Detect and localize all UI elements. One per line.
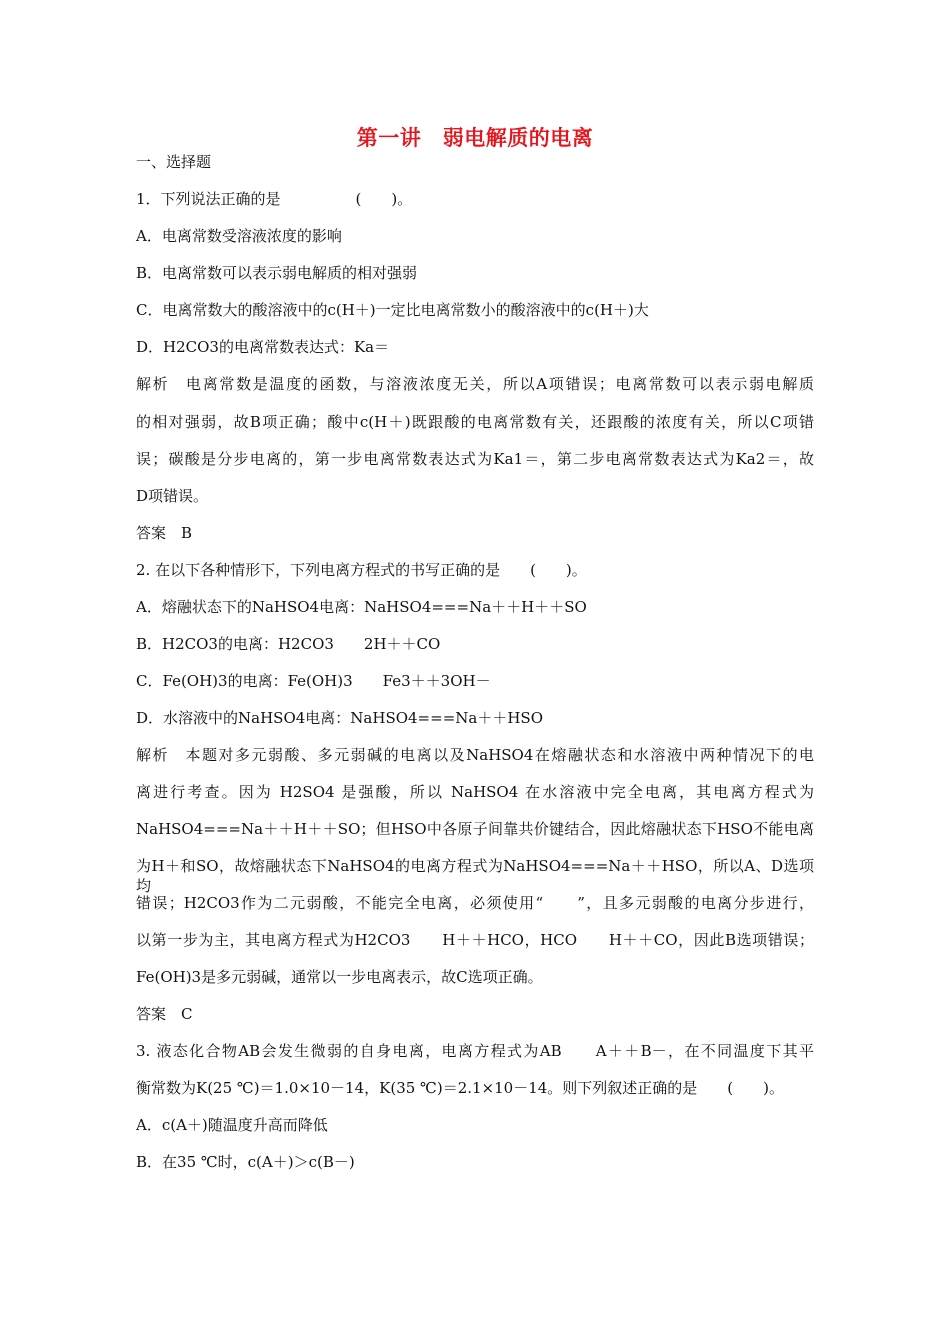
- text-line: 离进行考查。因为 H2SO4 是强酸，所以 NaHSO4 在水溶液中完全电离，其电离方程式为: [136, 783, 814, 801]
- text-line: C．Fe(OH)3的电离：Fe(OH)3 Fe3＋＋3OH－: [136, 672, 491, 690]
- text-line: 的相对强弱，故B项正确；酸中c(H＋)既跟酸的电离常数有关，还跟酸的浓度有关，所以C项错: [136, 413, 814, 431]
- text-line: Fe(OH)3是多元弱碱，通常以一步电离表示，故C选项正确。: [136, 968, 543, 986]
- text-line: 一、选择题: [136, 153, 212, 171]
- text-line: 3. 液态化合物AB会发生微弱的自身电离，电离方程式为AB A＋＋B－，在不同温度下其平: [136, 1042, 814, 1060]
- text-line: 衡常数为K(25 ℃)＝1.0×10－14，K(35 ℃)＝2.1×10－14。则下列叙述正确的是 ( )。: [136, 1079, 784, 1097]
- text-line: A．c(A＋)随温度升高而降低: [136, 1116, 328, 1134]
- text-line: NaHSO4===Na＋＋H＋＋SO；但HSO中各原子间靠共价键结合，因此熔融状态下HSO不能电离: [136, 820, 814, 838]
- text-line: D．水溶液中的NaHSO4电离：NaHSO4===Na＋＋HSO: [136, 709, 543, 727]
- text-line: B．电离常数可以表示弱电解质的相对强弱: [136, 264, 418, 282]
- text-line: 误；碳酸是分步电离的，第一步电离常数表达式为Ka1＝，第二步电离常数表达式为Ka2＝，故: [136, 450, 814, 468]
- text-line: 解析 电离常数是温度的函数，与溶液浓度无关，所以A项错误；电离常数可以表示弱电解质: [136, 375, 814, 393]
- text-line: A．电离常数受溶液浓度的影响: [136, 227, 342, 245]
- text-line: 以第一步为主，其电离方程式为H2CO3 H＋＋HCO，HCO H＋＋CO，因此B选项错误；: [136, 931, 814, 949]
- text-line: D项错误。: [136, 487, 209, 505]
- text-line: 错误；H2CO3作为二元弱酸，不能完全电离，必须使用“ ”，且多元弱酸的电离分步进行，: [136, 894, 814, 912]
- text-line: B．在35 ℃时，c(A＋)＞c(B－): [136, 1153, 355, 1171]
- document-title: 第一讲 弱电解质的电离: [356, 125, 594, 150]
- text-line: 答案 B: [136, 524, 193, 542]
- text-line: A．熔融状态下的NaHSO4电离：NaHSO4===Na＋＋H＋＋SO: [136, 598, 587, 616]
- text-line: 2. 在以下各种情形下，下列电离方程式的书写正确的是 ( )。: [136, 561, 587, 579]
- text-line: 答案 C: [136, 1005, 193, 1023]
- text-line: 解析 本题对多元弱酸、多元弱碱的电离以及NaHSO4在熔融状态和水溶液中两种情况下的电: [136, 746, 814, 764]
- text-line: D．H2CO3的电离常数表达式：Ka＝: [136, 338, 390, 356]
- text-line: C．电离常数大的酸溶液中的c(H＋)一定比电离常数小的酸溶液中的c(H＋)大: [136, 301, 649, 319]
- text-line: B．H2CO3的电离：H2CO3 2H＋＋CO: [136, 635, 441, 653]
- text-line: 为H＋和SO，故熔融状态下NaHSO4的电离方程式为NaHSO4===Na＋＋HSO，所以A、D选项均: [136, 857, 814, 895]
- text-line: 1．下列说法正确的是 ( )。: [136, 190, 413, 208]
